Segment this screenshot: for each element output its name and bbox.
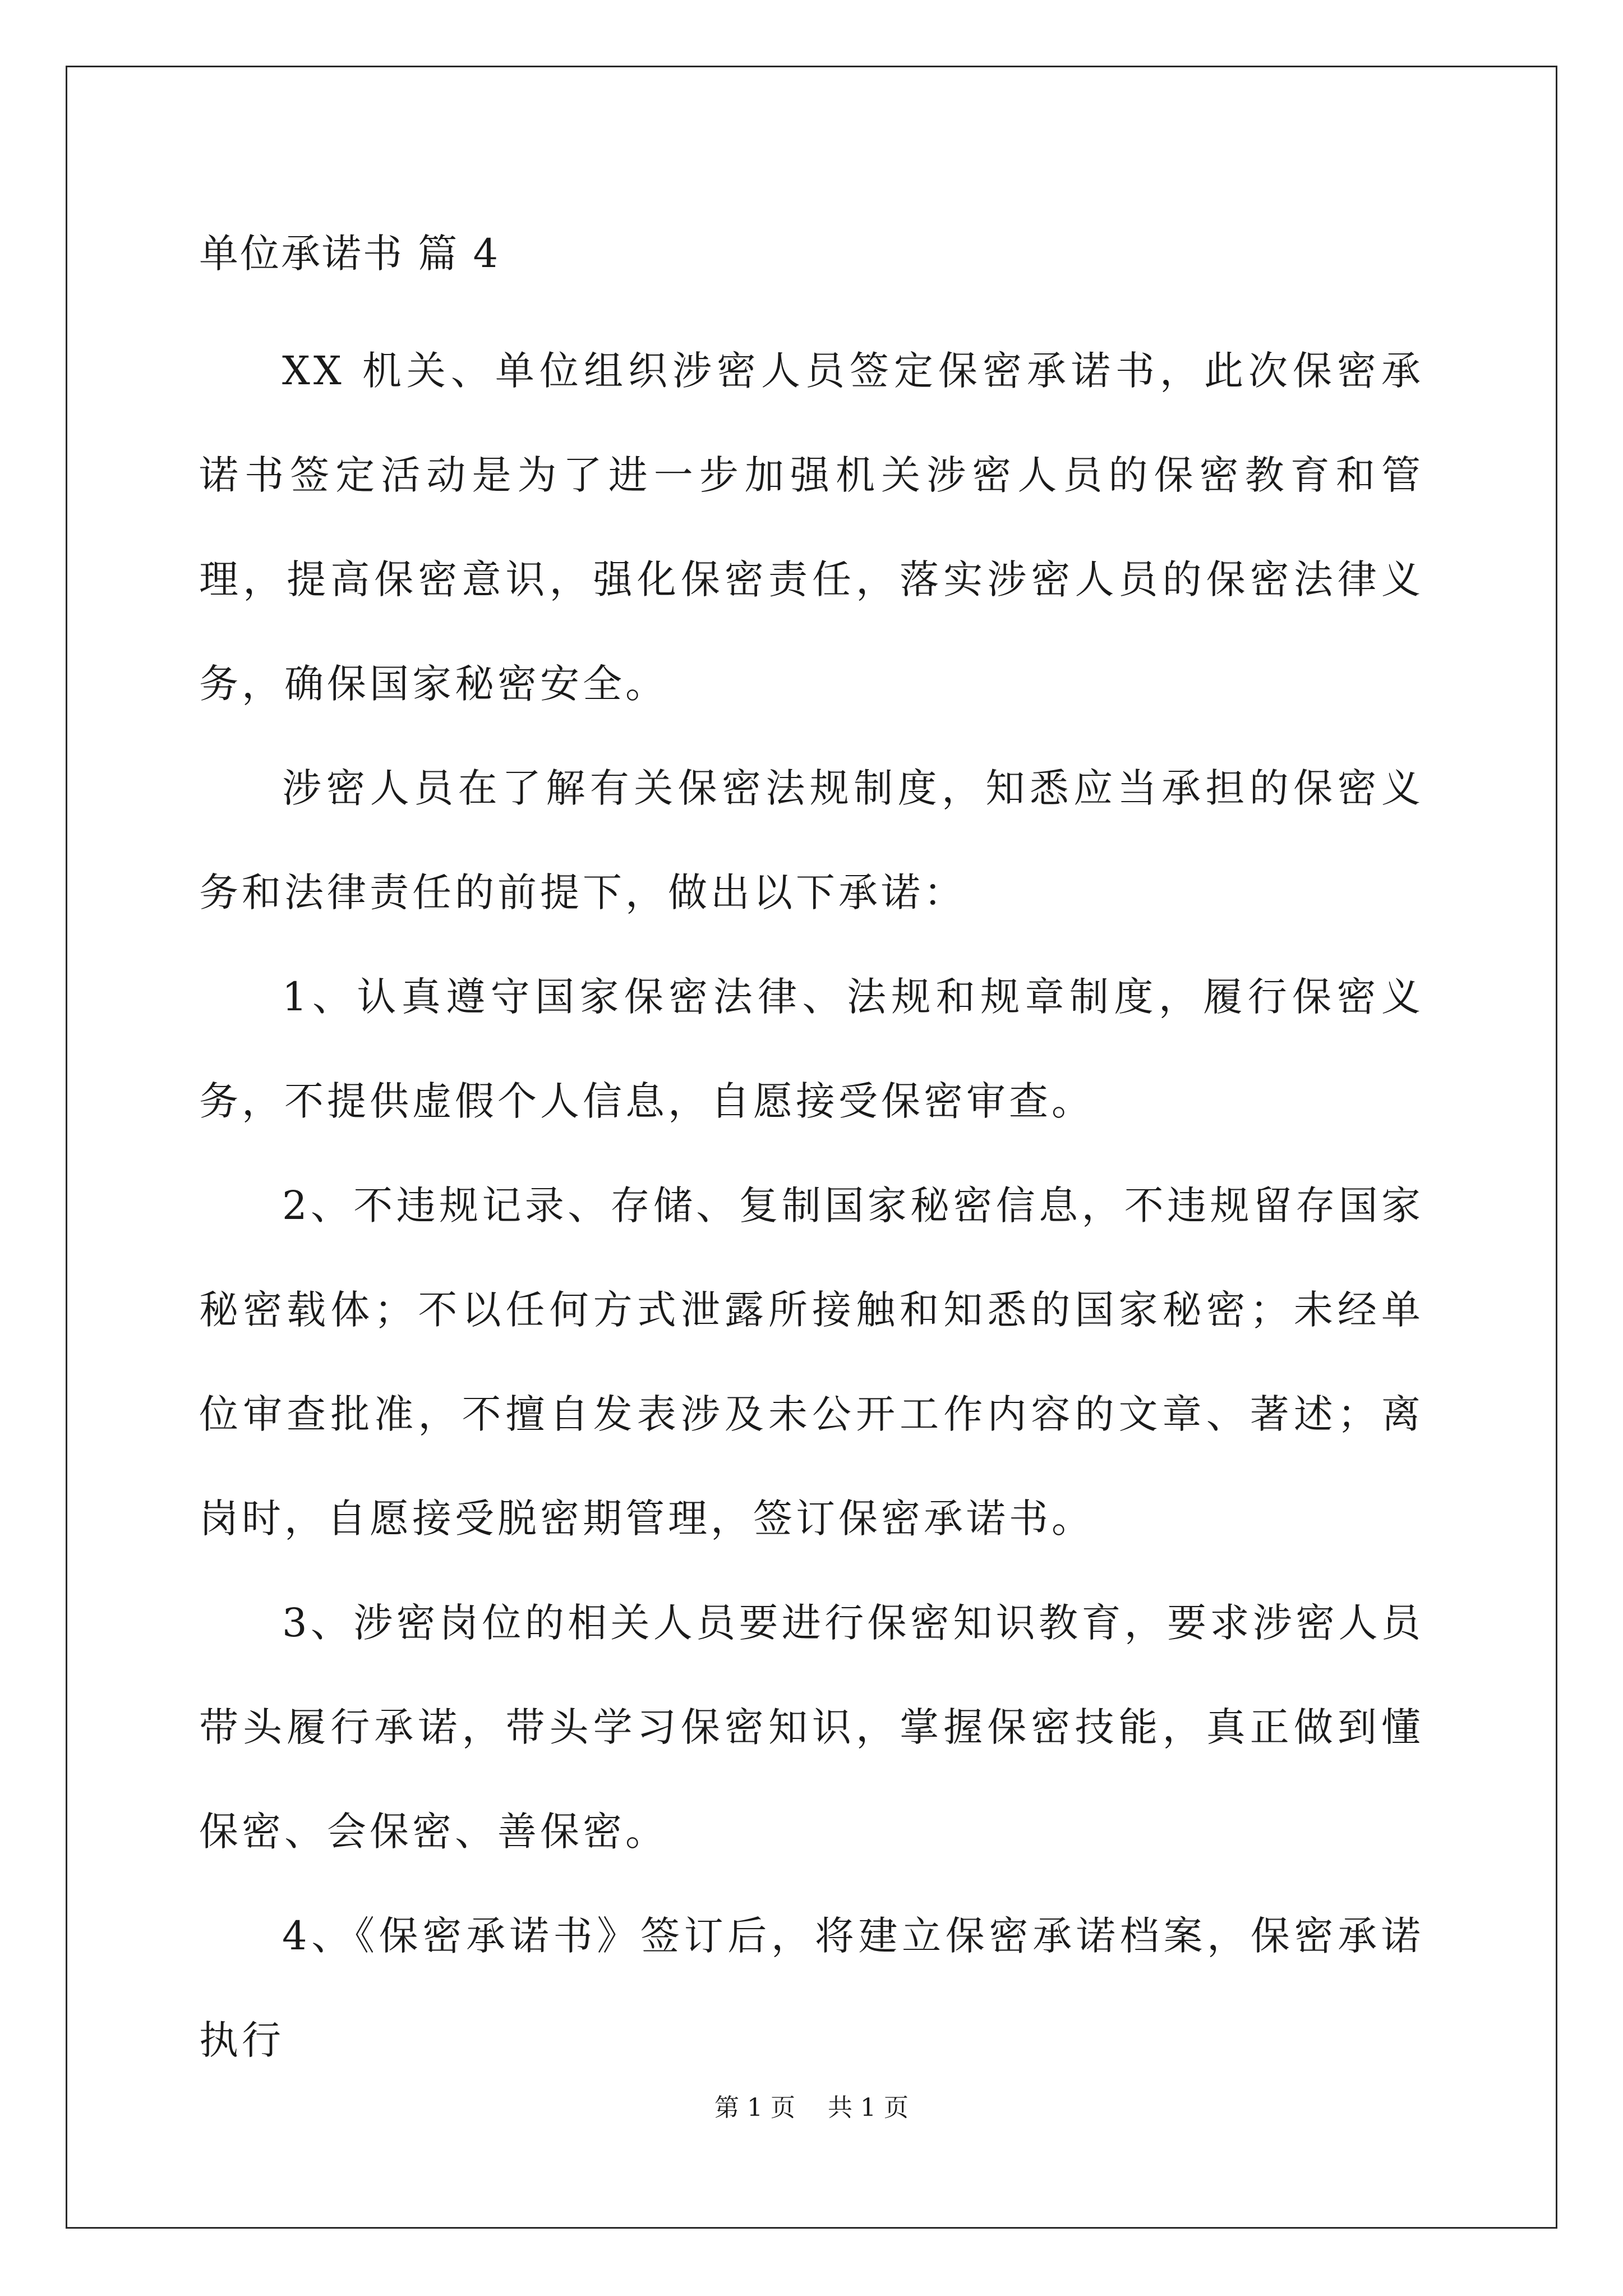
paragraph-premise: 涉密人员在了解有关保密法规制度，知悉应当承担的保密义务和法律责任的前提下，做出以下承诺： — [199, 765, 1424, 915]
paragraph-item-3: 3、涉密岗位的相关人员要进行保密知识教育，要求涉密人员带头履行承诺，带头学习保密知识，掌握保密技能，真正做到懂保密、会保密、善保密。 — [199, 1600, 1424, 1855]
paragraph-item-4: 4、《保密承诺书》签订后，将建立保密承诺档案，保密承诺执行 — [199, 1913, 1424, 2063]
paragraph-intro: XX 机关、单位组织涉密人员签定保密承诺书，此次保密承诺书签定活动是为了进一步加强机关涉密人员的保密教育和管理，提高保密意识，强化保密责任，落实涉密人员的保密法律义务，确保国家秘密安全。 — [199, 348, 1424, 707]
document-title: 单位承诺书 篇 4 — [199, 231, 500, 277]
paragraph-item-2: 2、不违规记录、存储、复制国家秘密信息，不违规留存国家秘密载体；不以任何方式泄露所接触和知悉的国家秘密；未经单位审查批准，不擅自发表涉及未公开工作内容的文章、著述；离岗时，自愿接受脱密期管理，签订保密承诺书。 — [199, 1182, 1424, 1542]
page-total: 共 1 页 — [828, 2093, 909, 2122]
document-body — [199, 213, 1424, 2092]
paragraph-item-1: 1、认真遵守国家保密法律、法规和规章制度，履行保密义务，不提供虚假个人信息，自愿接受保密审查。 — [199, 974, 1424, 1124]
page-number: 第 1 页 — [714, 2093, 795, 2122]
page-footer — [0, 2091, 1623, 2125]
